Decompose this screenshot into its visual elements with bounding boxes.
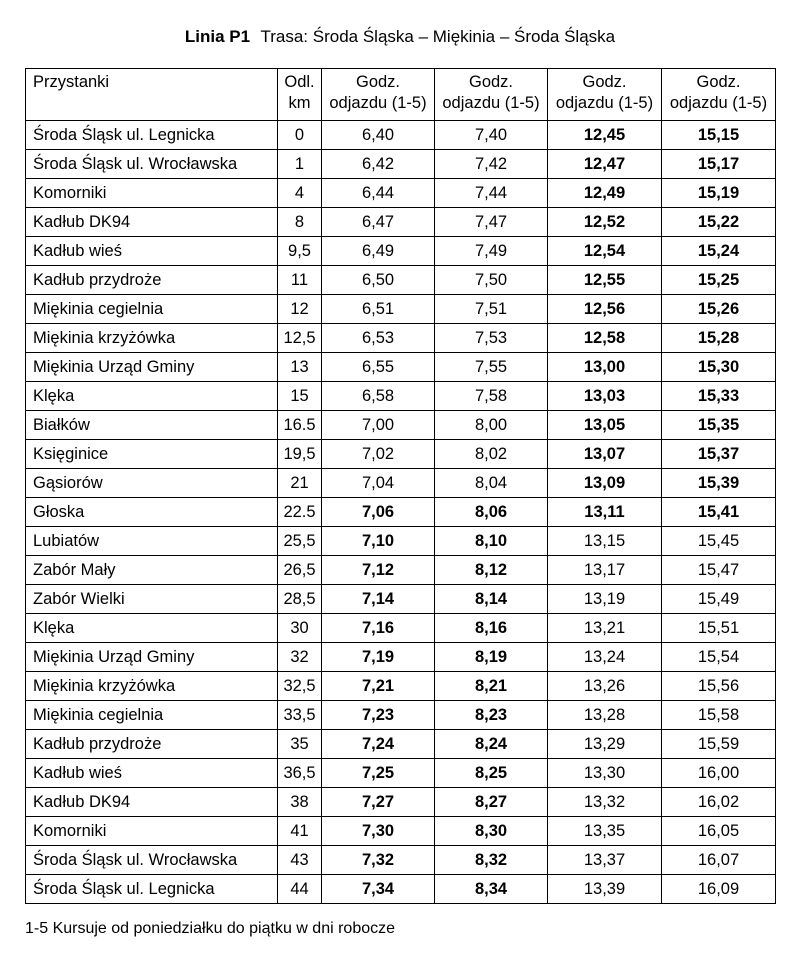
departure-3: 12,54 <box>548 237 662 266</box>
departure-2: 7,49 <box>435 237 548 266</box>
departure-3: 12,49 <box>548 179 662 208</box>
departure-1: 7,21 <box>322 672 435 701</box>
departure-1: 7,27 <box>322 788 435 817</box>
distance-km: 19,5 <box>278 440 322 469</box>
departure-2: 8,25 <box>435 759 548 788</box>
line-name: Linia P1 <box>184 27 251 46</box>
departure-3: 13,35 <box>548 817 662 846</box>
table-row <box>26 382 776 411</box>
departure-3: 13,37 <box>548 846 662 875</box>
table-row <box>26 614 776 643</box>
distance-km: 44 <box>278 875 322 904</box>
departure-2: 7,40 <box>435 121 548 150</box>
departure-3: 13,05 <box>548 411 662 440</box>
table-row <box>26 469 776 498</box>
departure-4: 15,49 <box>662 585 776 614</box>
table-row <box>26 498 776 527</box>
stop-name: Głoska <box>26 498 278 527</box>
stop-name: Komorniki <box>26 817 278 846</box>
footnote: 1-5 Kursuje od poniedziałku do piątku w dni robocze <box>25 920 396 937</box>
departure-1: 7,06 <box>322 498 435 527</box>
distance-km: 4 <box>278 179 322 208</box>
departure-2: 7,58 <box>435 382 548 411</box>
departure-4: 15,47 <box>662 556 776 585</box>
departure-3: 13,11 <box>548 498 662 527</box>
departure-3: 12,55 <box>548 266 662 295</box>
departure-4: 15,22 <box>662 208 776 237</box>
table-row <box>26 875 776 904</box>
stop-name: Środa Śląsk ul. Wrocławska <box>26 150 278 179</box>
departure-2: 7,44 <box>435 179 548 208</box>
distance-km: 0 <box>278 121 322 150</box>
departure-4: 15,26 <box>662 295 776 324</box>
table-row <box>26 846 776 875</box>
stop-name: Miękinia cegielnia <box>26 701 278 730</box>
departure-4: 15,54 <box>662 643 776 672</box>
stop-name: Białków <box>26 411 278 440</box>
stop-name: Kadłub przydroże <box>26 730 278 759</box>
distance-km: 32,5 <box>278 672 322 701</box>
header-distance-line2: km <box>288 94 311 112</box>
departure-2: 8,34 <box>435 875 548 904</box>
departure-4: 15,59 <box>662 730 776 759</box>
distance-km: 36,5 <box>278 759 322 788</box>
departure-2: 8,32 <box>435 846 548 875</box>
departure-4: 15,51 <box>662 614 776 643</box>
departure-2: 8,00 <box>435 411 548 440</box>
departure-3: 13,28 <box>548 701 662 730</box>
stop-name: Miękinia Urząd Gminy <box>26 643 278 672</box>
departure-1: 7,04 <box>322 469 435 498</box>
table-row <box>26 266 776 295</box>
distance-km: 28,5 <box>278 585 322 614</box>
departure-3: 12,58 <box>548 324 662 353</box>
departure-1: 7,19 <box>322 643 435 672</box>
departure-2: 7,53 <box>435 324 548 353</box>
departure-3: 13,09 <box>548 469 662 498</box>
departure-2: 8,14 <box>435 585 548 614</box>
table-row <box>26 237 776 266</box>
header-departure-2 <box>435 69 548 121</box>
departure-1: 7,16 <box>322 614 435 643</box>
departure-2: 7,50 <box>435 266 548 295</box>
table-row <box>26 672 776 701</box>
departure-4: 15,24 <box>662 237 776 266</box>
departure-4: 16,00 <box>662 759 776 788</box>
departure-1: 6,47 <box>322 208 435 237</box>
stop-name: Środa Śląsk ul. Legnicka <box>26 121 278 150</box>
timetable-body <box>26 121 776 904</box>
departure-4: 16,05 <box>662 817 776 846</box>
stop-name: Komorniki <box>26 179 278 208</box>
page-title <box>0 27 800 47</box>
departure-3: 13,26 <box>548 672 662 701</box>
departure-2: 8,23 <box>435 701 548 730</box>
departure-4: 15,58 <box>662 701 776 730</box>
distance-km: 13 <box>278 353 322 382</box>
table-row <box>26 585 776 614</box>
stop-name: Środa Śląsk ul. Wrocławska <box>26 846 278 875</box>
stop-name: Miękinia krzyżówka <box>26 672 278 701</box>
departure-3: 13,03 <box>548 382 662 411</box>
distance-km: 26,5 <box>278 556 322 585</box>
departure-3: 13,30 <box>548 759 662 788</box>
stop-name: Lubiatów <box>26 527 278 556</box>
departure-1: 7,30 <box>322 817 435 846</box>
departure-2: 8,27 <box>435 788 548 817</box>
header-dep-line1: Godz. <box>355 73 401 91</box>
departure-4: 15,30 <box>662 353 776 382</box>
departure-3: 13,00 <box>548 353 662 382</box>
departure-1: 7,10 <box>322 527 435 556</box>
table-row <box>26 440 776 469</box>
header-distance <box>278 69 322 121</box>
departure-4: 15,35 <box>662 411 776 440</box>
header-departure-3 <box>548 69 662 121</box>
stop-name: Klęka <box>26 614 278 643</box>
distance-km: 16.5 <box>278 411 322 440</box>
stop-name: Środa Śląsk ul. Legnicka <box>26 875 278 904</box>
departure-2: 8,12 <box>435 556 548 585</box>
departure-1: 6,50 <box>322 266 435 295</box>
table-row <box>26 730 776 759</box>
departure-2: 8,30 <box>435 817 548 846</box>
departure-2: 7,47 <box>435 208 548 237</box>
distance-km: 30 <box>278 614 322 643</box>
departure-4: 15,33 <box>662 382 776 411</box>
departure-1: 6,40 <box>322 121 435 150</box>
table-row <box>26 179 776 208</box>
departure-4: 15,15 <box>662 121 776 150</box>
departure-1: 7,02 <box>322 440 435 469</box>
table-row <box>26 121 776 150</box>
header-row <box>26 69 776 121</box>
header-dep-line2: odjazdu (1-5) <box>669 94 768 112</box>
departure-4: 15,39 <box>662 469 776 498</box>
table-row <box>26 208 776 237</box>
departure-3: 12,52 <box>548 208 662 237</box>
header-departure-4 <box>662 69 776 121</box>
departure-3: 12,47 <box>548 150 662 179</box>
departure-3: 13,24 <box>548 643 662 672</box>
stop-name: Zabór Mały <box>26 556 278 585</box>
distance-km: 9,5 <box>278 237 322 266</box>
departure-1: 6,55 <box>322 353 435 382</box>
departure-3: 13,21 <box>548 614 662 643</box>
departure-4: 16,02 <box>662 788 776 817</box>
departure-1: 7,25 <box>322 759 435 788</box>
departure-3: 12,45 <box>548 121 662 150</box>
departure-1: 6,51 <box>322 295 435 324</box>
departure-3: 13,19 <box>548 585 662 614</box>
stop-name: Miękinia krzyżówka <box>26 324 278 353</box>
departure-4: 15,45 <box>662 527 776 556</box>
table-row <box>26 527 776 556</box>
header-departure-1 <box>322 69 435 121</box>
distance-km: 41 <box>278 817 322 846</box>
distance-km: 15 <box>278 382 322 411</box>
header-dep-line1: Godz. <box>582 73 627 91</box>
header-dep-line2: odjazdu (1-5) <box>329 94 427 112</box>
departure-1: 6,44 <box>322 179 435 208</box>
table-row <box>26 759 776 788</box>
departure-2: 8,21 <box>435 672 548 701</box>
header-dep-line2: odjazdu (1-5) <box>555 94 654 112</box>
distance-km: 33,5 <box>278 701 322 730</box>
table-row <box>26 643 776 672</box>
table-row <box>26 701 776 730</box>
departure-1: 7,34 <box>322 875 435 904</box>
route-name: Trasa: Środa Śląska – Miękinia – Środa Śląska <box>260 27 616 46</box>
departure-3: 13,07 <box>548 440 662 469</box>
header-stops: Przystanki <box>26 69 278 121</box>
distance-km: 8 <box>278 208 322 237</box>
distance-km: 43 <box>278 846 322 875</box>
departure-4: 15,17 <box>662 150 776 179</box>
distance-km: 22.5 <box>278 498 322 527</box>
departure-1: 7,00 <box>322 411 435 440</box>
distance-km: 12 <box>278 295 322 324</box>
stop-name: Kadłub przydroże <box>26 266 278 295</box>
stop-name: Kadłub wieś <box>26 759 278 788</box>
distance-km: 12,5 <box>278 324 322 353</box>
departure-4: 15,28 <box>662 324 776 353</box>
departure-3: 13,17 <box>548 556 662 585</box>
departure-1: 7,14 <box>322 585 435 614</box>
departure-3: 12,56 <box>548 295 662 324</box>
header-distance-line1: Odl. <box>284 73 315 91</box>
stop-name: Kadłub DK94 <box>26 208 278 237</box>
table-row <box>26 150 776 179</box>
departure-2: 8,24 <box>435 730 548 759</box>
table-row <box>26 411 776 440</box>
distance-km: 21 <box>278 469 322 498</box>
departure-4: 16,07 <box>662 846 776 875</box>
distance-km: 11 <box>278 266 322 295</box>
distance-km: 32 <box>278 643 322 672</box>
stop-name: Klęka <box>26 382 278 411</box>
departure-2: 8,06 <box>435 498 548 527</box>
distance-km: 25,5 <box>278 527 322 556</box>
table-row <box>26 556 776 585</box>
departure-4: 15,41 <box>662 498 776 527</box>
departure-2: 7,42 <box>435 150 548 179</box>
departure-1: 7,12 <box>322 556 435 585</box>
distance-km: 38 <box>278 788 322 817</box>
departure-1: 7,24 <box>322 730 435 759</box>
table-row <box>26 817 776 846</box>
departure-1: 6,49 <box>322 237 435 266</box>
stop-name: Gąsiorów <box>26 469 278 498</box>
departure-4: 15,25 <box>662 266 776 295</box>
timetable <box>25 68 776 904</box>
departure-3: 13,15 <box>548 527 662 556</box>
table-row <box>26 324 776 353</box>
departure-3: 13,29 <box>548 730 662 759</box>
departure-4: 15,56 <box>662 672 776 701</box>
departure-1: 7,23 <box>322 701 435 730</box>
header-dep-line2: odjazdu (1-5) <box>442 94 540 112</box>
departure-1: 7,32 <box>322 846 435 875</box>
departure-4: 15,37 <box>662 440 776 469</box>
table-row <box>26 295 776 324</box>
departure-2: 8,10 <box>435 527 548 556</box>
header-dep-line1: Godz. <box>468 73 514 91</box>
departure-1: 6,53 <box>322 324 435 353</box>
table-row <box>26 788 776 817</box>
departure-2: 8,02 <box>435 440 548 469</box>
stop-name: Zabór Wielki <box>26 585 278 614</box>
departure-1: 6,42 <box>322 150 435 179</box>
stop-name: Kadłub wieś <box>26 237 278 266</box>
departure-2: 7,51 <box>435 295 548 324</box>
stop-name: Miękinia Urząd Gminy <box>26 353 278 382</box>
departure-2: 7,55 <box>435 353 548 382</box>
departure-2: 8,16 <box>435 614 548 643</box>
stop-name: Miękinia cegielnia <box>26 295 278 324</box>
stop-name: Kadłub DK94 <box>26 788 278 817</box>
departure-2: 8,19 <box>435 643 548 672</box>
distance-km: 35 <box>278 730 322 759</box>
departure-4: 16,09 <box>662 875 776 904</box>
stop-name: Księginice <box>26 440 278 469</box>
departure-2: 8,04 <box>435 469 548 498</box>
table-row <box>26 353 776 382</box>
distance-km: 1 <box>278 150 322 179</box>
departure-3: 13,39 <box>548 875 662 904</box>
departure-4: 15,19 <box>662 179 776 208</box>
header-dep-line1: Godz. <box>696 73 741 91</box>
departure-3: 13,32 <box>548 788 662 817</box>
departure-1: 6,58 <box>322 382 435 411</box>
